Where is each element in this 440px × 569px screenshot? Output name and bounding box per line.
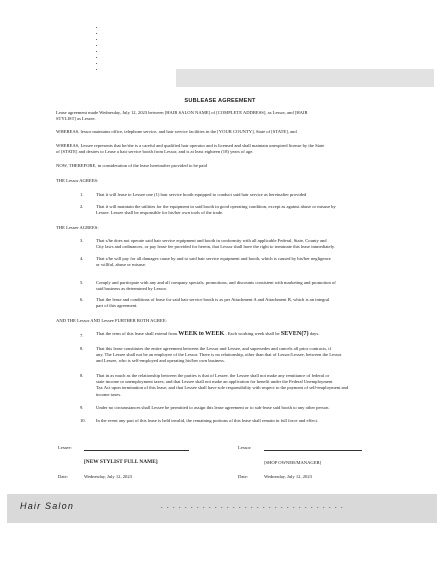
section-heading: AND THE Lessor AND Lessee FURTHER BOTH AGREE: bbox=[56, 318, 167, 323]
footer-dotted-line: ............................... bbox=[160, 503, 347, 510]
intro-line: WHEREAS, lessor maintains office, telephone service, and hair service facilities in the [YOUR COUNTY], State of [STATE], and bbox=[56, 129, 297, 134]
item-number: 8. bbox=[80, 373, 84, 378]
term-to-word: to bbox=[198, 330, 204, 337]
lessor-date-label: Date: bbox=[238, 474, 248, 479]
document-title: SUBLEASE AGREEMENT bbox=[184, 98, 256, 104]
intro-line: of [STATE] and desires to Lease a hair service booth from Lessor, and is at least eighteen (18) years of age. bbox=[56, 149, 254, 154]
item-number: 2. bbox=[80, 204, 84, 209]
lessee-label: Lessee: bbox=[58, 445, 72, 450]
item-text: In the event any part of this lease is held invalid, the remaining portions of this lease shall remain in full force and effect. bbox=[96, 418, 319, 423]
lessee-date: Wednesday, July 12, 2023 bbox=[84, 474, 132, 479]
item-number: 1. bbox=[80, 192, 84, 197]
intro-line: WHEREAS, Lessee represents that he/she is a careful and qualified hair operator and is licensed and shall maintain unexpired license by the State bbox=[56, 143, 325, 148]
term-days-value: SEVEN(7) bbox=[280, 330, 309, 337]
item-number: 6. bbox=[80, 297, 84, 302]
item-number: 3. bbox=[80, 238, 84, 243]
intro-line: STYLIST] as Lessee. bbox=[56, 116, 96, 121]
lessee-signature-line bbox=[84, 450, 189, 451]
footer-title: Hair Salon bbox=[20, 501, 75, 511]
lessor-date: Wednesday, July 12, 2023 bbox=[264, 474, 312, 479]
term-line bbox=[96, 331, 392, 337]
item-text: That the lease and conditions of lease for said hair service booth is as per Attachment A and Attachment B, which is an integral part of this agreement. bbox=[96, 297, 330, 309]
term-from: WEEK bbox=[178, 330, 198, 337]
lessor-signature-line bbox=[264, 450, 362, 451]
lessee-name: [NEW STYLIST FULL NAME] bbox=[84, 459, 158, 465]
item-number: 4. bbox=[80, 256, 84, 261]
intro-line: Lease agreement made Wednesday, July 12, 2023 between [HAIR SALON NAME] of [COMPLETE ADDRESS], as Lessor, and [HAIR bbox=[56, 110, 308, 115]
term-to: WEEK bbox=[205, 330, 225, 337]
item-number: 5. bbox=[80, 280, 84, 285]
item-text: Comply and participate with any and all company specials, promotions, and discounts consistent with marketing and promotion of said business as determined by Lessor. bbox=[96, 280, 336, 292]
item-text: That this lease constitutes the entire agreement between the Lessor and Lessee, and supersedes and cancels all prior contracts, if any. The Lessee shall not be an employee of the Lessor. There is no relationship, other than that of Lessor/Lessee, between the Lessor and Lessee, who is self-employed and operating his/her own business. bbox=[96, 346, 342, 364]
item-number: 8. bbox=[80, 346, 84, 351]
term-middle: . Each working week shall be bbox=[225, 331, 280, 336]
item-number: 7. bbox=[80, 333, 84, 338]
term-suffix: days. bbox=[309, 331, 320, 336]
item-text: Under no circumstances shall Lessee be permitted to assign this lease agreement or to sub-lease said booth to any other person. bbox=[96, 405, 330, 410]
item-text: That s/he will pay for all damages cause by and to said hair service equipment and booth, which is caused by his/her negligence or willful, abuse or misuse. bbox=[96, 256, 331, 268]
dotted-divider bbox=[96, 27, 99, 75]
item-text: That it will maintain the utilities for the equipment in said booth in good operating condition, except as against abuse or misuse by Lessee. Lessee shall be responsible for his/her own tools of the trade. bbox=[96, 204, 336, 216]
header-bar bbox=[176, 69, 434, 87]
lessor-label: Lessor: bbox=[238, 445, 252, 450]
item-text: That it will lease to Lessee one (1) hair service booth equipped to conduct said hair service as hereinafter provided bbox=[96, 192, 307, 197]
section-heading: THE Lessee AGREES: bbox=[56, 225, 99, 230]
lessor-name: [SHOP OWNER/MANAGER] bbox=[264, 460, 322, 465]
item-number: 9. bbox=[80, 405, 84, 410]
item-text: That s/he does not operate said hair service equipment and booth in conformity with all applicable Federal, State, County and City laws and ordinances, or pay lease fee provided for herein, that Lessor shall have the right to terminate this lease immediately. bbox=[96, 238, 336, 250]
section-heading: THE Lessor AGREES: bbox=[56, 178, 99, 183]
intro-line: NOW, THEREFORE, in consideration of the lease hereinafter provided to be paid bbox=[56, 163, 207, 168]
item-text: That in as much as the relationship between the parties is that of Lessee, the Lessee shall not make any remittance of federal or state income or unemployment taxes; and that Lessee shall not make an application for benefit under the Federal Unemployment Tax Act upon termination of this lease; and that Lessee shall have sole responsibility with respect to the payment of self-employment and income taxes. bbox=[96, 373, 349, 397]
lessee-date-label: Date: bbox=[58, 474, 68, 479]
term-prefix: That the term of this lease shall extend from bbox=[96, 331, 178, 336]
item-number: 10. bbox=[80, 418, 86, 423]
